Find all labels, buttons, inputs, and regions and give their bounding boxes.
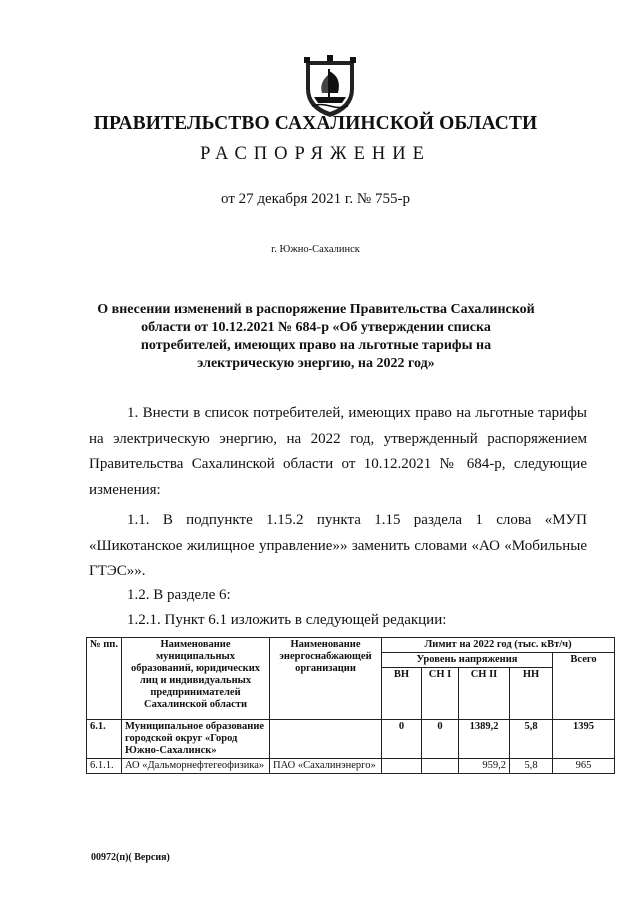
header-sn2: СН II	[459, 668, 510, 720]
table-row	[87, 720, 615, 759]
cell-sn2: 959,2	[459, 759, 510, 774]
cell-sn1	[422, 759, 459, 774]
consumer-limits-table	[86, 637, 615, 774]
cell-name: Муниципальное образование городской округ «Город Южно-Сахалинск»	[122, 720, 270, 759]
header-supplier: Наименование энергоснабжающей организации	[270, 638, 382, 720]
paragraph-1-1: 1.1. В подпункте 1.15.2 пункта 1.15 раздела 1 слова «МУП «Шикотанское жилищное управление»» заменить словами «АО «Мобильные ГТЭС»».	[89, 512, 587, 579]
header-num: № пп.	[87, 638, 122, 720]
header-name: Наименование муниципальных образований, юридических лиц и индивидуальных предпринимателей Сахалинской области	[122, 638, 270, 720]
document-city: г. Южно-Сахалинск	[271, 244, 360, 255]
header-vn: ВН	[382, 668, 422, 720]
header-limit: Лимит на 2022 год (тыс. кВт/ч)	[382, 638, 615, 653]
cell-vn: 0	[382, 720, 422, 759]
header-nn: НН	[510, 668, 553, 720]
cell-num: 6.1.1.	[87, 759, 122, 774]
coat-of-arms-icon	[302, 55, 358, 119]
cell-nn: 5,8	[510, 720, 553, 759]
paragraph-1-2-1: 1.2.1. Пункт 6.1 изложить в следующей редакции:	[127, 612, 447, 628]
document-type: РАСПОРЯЖЕНИЕ	[200, 144, 431, 164]
document-subject: О внесении изменений в распоряжение Правительства Сахалинской области от 10.12.2021 № 684-р «Об утверждении списка потребителей, имеющих право на льготные тарифы на электрическую энергию, на 2022 год»	[97, 302, 535, 371]
paragraph-1: 1. Внести в список потребителей, имеющих право на льготные тарифы на электрическую энергию, на 2022 год, утвержденный распоряжением Правительства Сахалинской области от 10.12.2021 № 684-р, следующие изменения:	[89, 405, 587, 498]
government-title: ПРАВИТЕЛЬСТВО САХАЛИНСКОЙ ОБЛАСТИ	[93, 113, 538, 134]
document-date-number: от 27 декабря 2021 г. № 755-р	[221, 191, 410, 207]
cell-num: 6.1.	[87, 720, 122, 759]
cell-sn2: 1389,2	[459, 720, 510, 759]
header-total: Всего	[553, 653, 615, 720]
cell-supplier: ПАО «Сахалинэнерго»	[270, 759, 382, 774]
document-footer-code: 00972(п)( Версия)	[91, 852, 170, 863]
header-voltage: Уровень напряжения	[382, 653, 553, 668]
paragraph-1-2: 1.2. В разделе 6:	[127, 587, 231, 603]
cell-name: АО «Дальморнефтегеофизика»	[122, 759, 270, 774]
cell-sn1: 0	[422, 720, 459, 759]
cell-nn: 5,8	[510, 759, 553, 774]
cell-vn	[382, 759, 422, 774]
cell-supplier	[270, 720, 382, 759]
cell-total: 1395	[553, 720, 615, 759]
header-sn1: СН I	[422, 668, 459, 720]
table-row	[87, 759, 615, 774]
cell-total: 965	[553, 759, 615, 774]
